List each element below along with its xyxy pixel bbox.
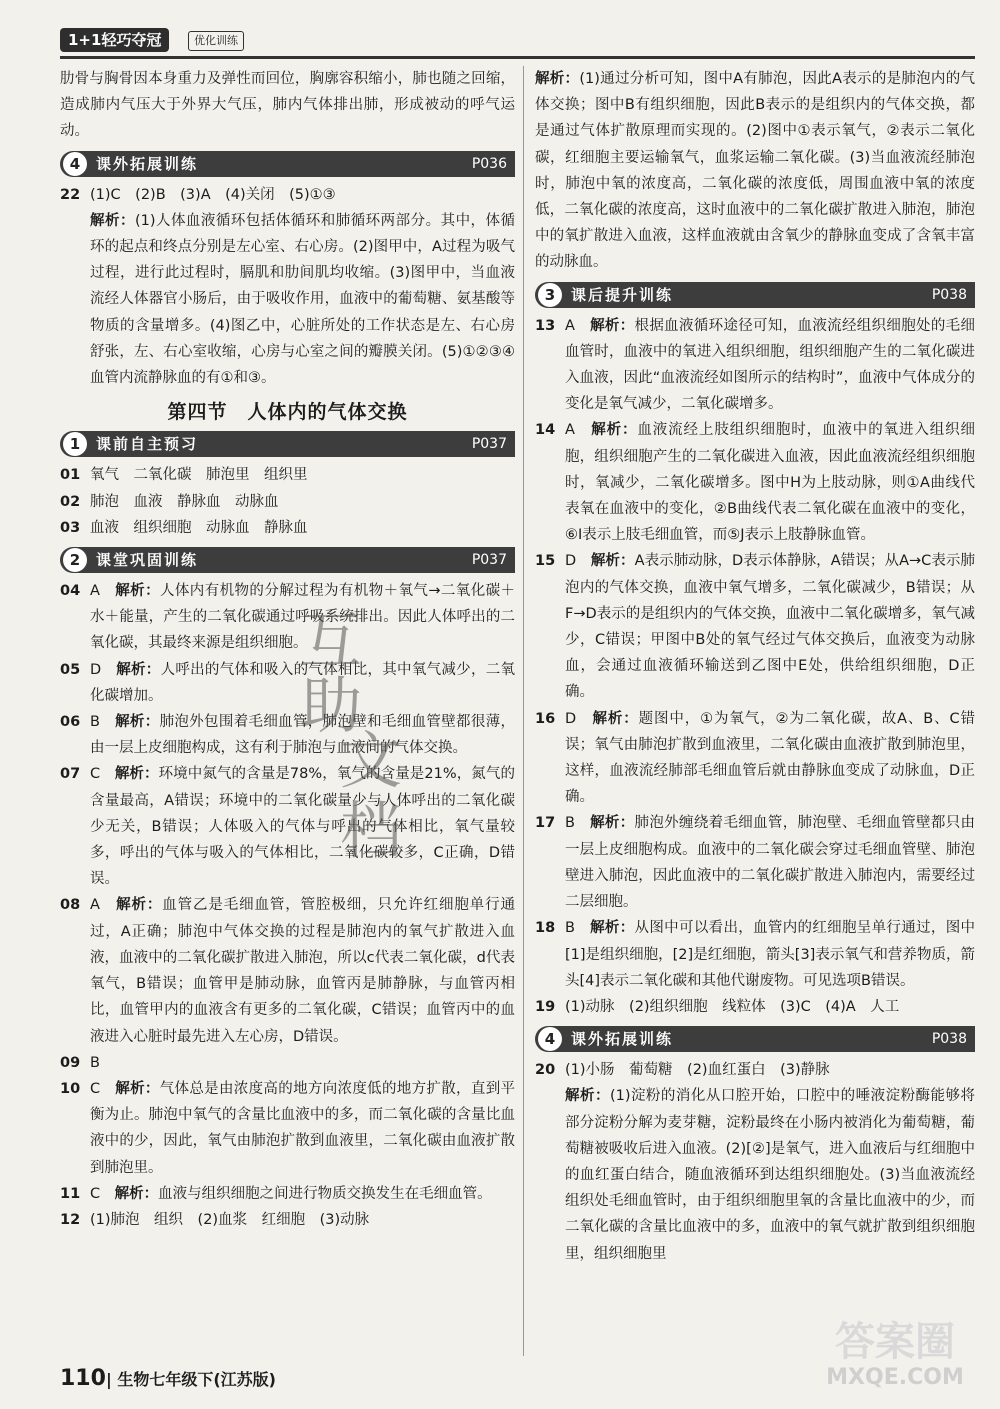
- answer-item: [535, 1057, 975, 1267]
- banner-page: P036: [471, 155, 507, 172]
- answer-item: [60, 1050, 515, 1076]
- banner-number: 3: [538, 283, 562, 307]
- answer-number: 22: [60, 186, 81, 203]
- answer-choice: B: [565, 815, 591, 832]
- analysis-text: 血液流经上肢组织细胞时，血液中的氧进入组织细胞，组织细胞产生的二氧化碳进入血液，因此血液流经组织细胞时，氧减少，二氧化碳增多。图中H为上肢动脉，则①A曲线代表氧在血液中的变化，②B曲线代表二氧化碳在血液中的变化，⑥I表示上肢毛细血管，而⑤J表示上肢静脉血管。: [565, 422, 976, 544]
- answer-text: 血液 组织细胞 动脉血 静脉血: [90, 519, 308, 536]
- brand-logo: 1+1轻巧夺冠: [60, 28, 169, 52]
- banner-number: 2: [63, 548, 87, 572]
- analysis-label: 解析：: [114, 1185, 159, 1202]
- answer-text: 氧气 二氧化碳 肺泡里 组织里: [90, 467, 308, 484]
- answer-choice: A: [90, 897, 117, 914]
- analysis-label: 解析：: [590, 920, 635, 937]
- answer-number: 11: [60, 1185, 81, 1202]
- banner-title: 课外拓展训练: [571, 1030, 674, 1049]
- analysis-text: 题图中，①为氧气，②为二氧化碳，故A、B、C错误；氧气由肺泡扩散到血液里，二氧化碳由血液扩散到肺泡里，这样，血液流经肺部毛细血管后就由静脉血变成了动脉血，D正确。: [565, 710, 975, 806]
- answer-number: 14: [535, 422, 556, 439]
- banner-page: P038: [931, 1031, 967, 1048]
- section-banner-extension: [60, 151, 515, 177]
- answer-number: 07: [60, 766, 81, 783]
- answer-choice: C: [90, 766, 115, 783]
- handwriting-char: 文: [340, 724, 403, 797]
- answer-item: [60, 489, 515, 515]
- section-banner-preview: [60, 431, 515, 457]
- page-footer: 110| 生物七年级下(江苏版): [60, 1366, 276, 1391]
- answer-number: 16: [535, 710, 556, 727]
- answer-choice: B: [90, 1054, 100, 1071]
- answer-number: 10: [60, 1080, 81, 1097]
- banner-page: P037: [471, 436, 507, 453]
- answer-number: 12: [60, 1211, 81, 1228]
- answer-item: [60, 1181, 515, 1207]
- analysis-text: 人体内有机物的分解过程为有机物＋氧气→二氧化碳＋水＋能量，产生的二氧化碳通过呼吸系统排出。因此人体呼出的二氧化碳，其最终来源是组织细胞。: [90, 583, 516, 652]
- answer-choice: B: [565, 920, 591, 937]
- analysis-label: 解析：: [116, 661, 161, 678]
- answer-number: 13: [535, 317, 556, 334]
- handwriting-char: 档: [340, 794, 403, 867]
- analysis-label: 解析：: [591, 422, 638, 439]
- page-number: 110: [60, 1366, 106, 1391]
- banner-page: P037: [471, 552, 507, 569]
- analysis-label: 解析：: [116, 897, 163, 914]
- answer-choice: A: [565, 422, 592, 439]
- intro-paragraph: 肋骨与胸骨因本身重力及弹性而回位，胸廓容积缩小，肺也随之回缩，造成肺内气压大于外界大气压，肺内气体排出肺，形成被动的呼气运动。: [60, 71, 515, 140]
- answer-choice: C: [90, 1080, 116, 1097]
- right-column: [535, 66, 975, 1267]
- analysis-label: 解析：: [535, 71, 580, 87]
- analysis-label: 解析：: [565, 1088, 610, 1105]
- analysis-label: 解析：: [590, 815, 635, 832]
- answer-number: 20: [535, 1062, 556, 1079]
- banner-title: 课外拓展训练: [96, 154, 199, 173]
- answer-item: [60, 1076, 515, 1181]
- answer-choice: (1)动脉 (2)组织细胞 线粒体 (3)C (4)A 人工: [565, 998, 900, 1015]
- section-title: 第四节 人体内的气体交换: [167, 401, 408, 424]
- banner-number: 1: [63, 432, 87, 456]
- answer-text: (1)C (2)B (3)A (4)关闭 (5)①③: [90, 186, 336, 203]
- analysis-text: (1)人体血液循环包括体循环和肺循环两部分。其中，体循环的起点和终点分别是左心室、右心房。(2)图甲中，A过程为吸气过程，进行此过程时，膈肌和肋间肌均收缩。(3)图甲中，当血液流经人体器官小肠后，由于吸收作用，血液中的葡萄糖、氨基酸等物质的含量增多。(4)图乙中，心脏所处的工作状态是左、右心房舒张，左、右心室收缩，心房与心室之间的瓣膜关闭。(5)①②③④血管内流静脉血的有①和③。: [90, 212, 516, 387]
- analysis-text: (1)通过分析可知，图中A有肺泡，因此A表示的是肺泡内的气体交换；图中B有组织细胞，因此B表示的是组织内的气体交换，都是通过气体扩散原理而实现的。(2)图中①表示氧气，②表示二氧化碳，红细胞主要运输氧气，血浆运输二氧化碳。(3)当血液流经肺泡时，肺泡中氧的浓度高，二氧化碳的浓度低，周围血液中氧的浓度低，二氧化碳的浓度高，这时血液中的二氧化碳扩散进入肺泡，肺泡中的氧扩散进入血液，这样血液就由含氧少的静脉血变成了含氧丰富的动脉血。: [535, 71, 975, 271]
- analysis-text: (1)淀粉的消化从口腔开始，口腔中的唾液淀粉酶能够将部分淀粉分解为麦芽糖，淀粉最终在小肠内被消化为葡萄糖，葡萄糖被吸收后进入血液。(2)[②]是氧气，进入血液后与红细胞中的血红蛋白结合，随血液循环到达组织细胞处。(3)当血液流经组织处毛细血管时，由于组织细胞里氧的含量比血液中的少，而二氧化碳的含量比血液中的多，血液中的氧气就扩散到组织细胞里，组织细胞里: [565, 1088, 975, 1262]
- banner-title: 课堂巩固训练: [96, 551, 199, 570]
- handwriting-char: 互: [300, 604, 363, 677]
- answer-number: 09: [60, 1054, 81, 1071]
- analysis-text: 人呼出的气体和吸入的气体相比，其中氧气减少，二氧化碳增加。: [90, 661, 516, 704]
- banner-number: 4: [63, 152, 87, 176]
- banner-page: P038: [931, 286, 967, 303]
- banner-number: 4: [538, 1027, 562, 1051]
- analysis-label: 解析：: [90, 212, 135, 229]
- section-banner-after-class: [535, 282, 975, 308]
- answer-number: 01: [60, 467, 81, 484]
- analysis-text: 血液与组织细胞之间进行物质交换发生在毛细血管。: [158, 1185, 492, 1202]
- answer-number: 02: [60, 493, 81, 510]
- section-banner-extension-2: [535, 1026, 975, 1052]
- answer-number: 05: [60, 661, 81, 678]
- answer-item: [60, 515, 515, 541]
- answer-item: [535, 313, 975, 418]
- answer-item: [60, 709, 515, 761]
- answer-choice: C: [90, 1185, 115, 1202]
- analysis-label: 解析：: [590, 553, 635, 570]
- answer-choice: D: [565, 710, 593, 727]
- answer-choice: (1)肺泡 组织 (2)血浆 红细胞 (3)动脉: [90, 1211, 370, 1228]
- answer-choice: A: [565, 317, 591, 334]
- analysis-label: 解析：: [592, 710, 639, 727]
- analysis-text: 根据血液循环途径可知，血液流经组织细胞处的毛细血管时，血液中的氧进入组织细胞，组织细胞产生的二氧化碳进入血液，因此“血液流经如图所示的结构时”，血液中气体成分的变化是氧气减少，二氧化碳增多。: [565, 317, 976, 413]
- answer-number: 08: [60, 897, 81, 914]
- answer-number: 19: [535, 998, 556, 1015]
- answer-number: 18: [535, 920, 556, 937]
- analysis-text: 肺泡外缠绕着毛细血管，肺泡壁、毛细血管壁都只由一层上皮细胞构成。血液中的二氧化碳会穿过毛细血管壁、肺泡壁进入肺泡，因此血液中的二氧化碳扩散进入肺泡内，需要经过二层细胞。: [565, 815, 976, 911]
- analysis-text: 血管乙是毛细血管，管腔极细，只允许红细胞单行通过，A正确；肺泡中气体交换的过程是肺泡内的氧气扩散进入血液，血液中的二氧化碳扩散进入肺泡，所以c代表二氧化碳，d代表氧气，B错误；血管甲是肺动脉，血管丙是肺静脉，与血管丙相比，血管甲内的血液含有更多的二氧化碳，C错误；血管丙中的血液进入心脏时最先进入左心房，D错误。: [90, 897, 516, 1045]
- answer-number: 17: [535, 815, 556, 832]
- answer-text: 肺泡 血液 静脉血 动脉血: [90, 493, 279, 510]
- answer-number: 03: [60, 519, 81, 536]
- answer-item: [535, 706, 975, 811]
- answer-item: [60, 578, 515, 657]
- analysis-label: 解析：: [114, 766, 159, 783]
- answer-item: [535, 994, 975, 1020]
- answer-choice: D: [90, 661, 117, 678]
- answer-choice: B: [90, 714, 116, 731]
- answer-choice: D: [565, 553, 591, 570]
- answer-item: [60, 182, 515, 392]
- analysis-label: 解析：: [590, 317, 635, 334]
- watermark: [805, 1320, 985, 1400]
- brand-subtitle: 优化训练: [188, 31, 244, 51]
- answer-item: [60, 462, 515, 488]
- answer-number: 15: [535, 553, 556, 570]
- footer-subject: 生物七年级下(江苏版): [117, 1370, 276, 1389]
- left-column: [60, 66, 515, 1233]
- analysis-label: 解析：: [115, 714, 160, 731]
- answer-item: [535, 810, 975, 915]
- section-banner-classroom: [60, 547, 515, 573]
- answer-number: 06: [60, 714, 81, 731]
- answer-item: [535, 915, 975, 994]
- header-rule: [60, 56, 975, 59]
- banner-title: 课前自主预习: [96, 435, 199, 454]
- answer-item: [60, 761, 515, 892]
- handwriting-char: 助: [300, 669, 363, 742]
- banner-title: 课后提升训练: [571, 285, 674, 304]
- watermark-text: 答案圈: [835, 1319, 955, 1365]
- page-header: [60, 24, 975, 58]
- answer-text: (1)小肠 葡萄糖 (2)血红蛋白 (3)静脉: [565, 1062, 830, 1079]
- answer-choice: A: [90, 583, 116, 600]
- analysis-text: 环境中氮气的含量是78%，氧气的含量是21%，氮气的含量最高，A错误；环境中的二氧化碳量少与人体呼出的二氧化碳少无关，B错误；人体吸入的气体与呼出的气体相比，氧气量较多，呼出的气体与吸入的气体相比，二氧化碳较多，C正确，D错误。: [90, 766, 515, 888]
- watermark-url: MXQE.COM: [826, 1365, 964, 1390]
- analysis-label: 解析：: [115, 1080, 160, 1097]
- analysis-text: 肺泡外包围着毛细血管，肺泡壁和毛细血管壁都很薄，由一层上皮细胞构成，这有利于肺泡与血液间的气体交换。: [90, 714, 516, 757]
- answer-item: [535, 417, 975, 548]
- answer-number: 04: [60, 583, 81, 600]
- answer-item: [60, 892, 515, 1049]
- answer-item: [535, 548, 975, 705]
- answer-item: [60, 657, 515, 709]
- answer-item: [60, 1207, 515, 1233]
- analysis-text: 气体总是由浓度高的地方向浓度低的地方扩散，直到平衡为止。肺泡中氧气的含量比血液中的多，而二氧化碳的含量比血液中的少，因此，氧气由肺泡扩散到血液里，二氧化碳由血液扩散到肺泡里。: [90, 1080, 516, 1176]
- analysis-text: 从图中可以看出，血管内的红细胞呈单行通过，图中[1]是组织细胞，[2]是红细胞，箭头[3]表示氧气和营养物质，箭头[4]表示二氧化碳和其他代谢废物。可见选项B错误。: [565, 920, 976, 989]
- column-divider: [523, 66, 524, 1356]
- analysis-label: 解析：: [115, 583, 160, 600]
- analysis-text: A表示肺动脉，D表示体静脉，A错误；从A→C表示肺泡内的气体交换，血液中氧气增多，二氧化碳减少，B错误；从F→D表示的是组织内的气体交换，血液中二氧化碳增多，氧气减少，C错误；甲图中B处的氧气经过气体交换后，血液变为动脉血，会通过血液循环输送到乙图中E处，供给组织细胞，D正确。: [565, 553, 976, 701]
